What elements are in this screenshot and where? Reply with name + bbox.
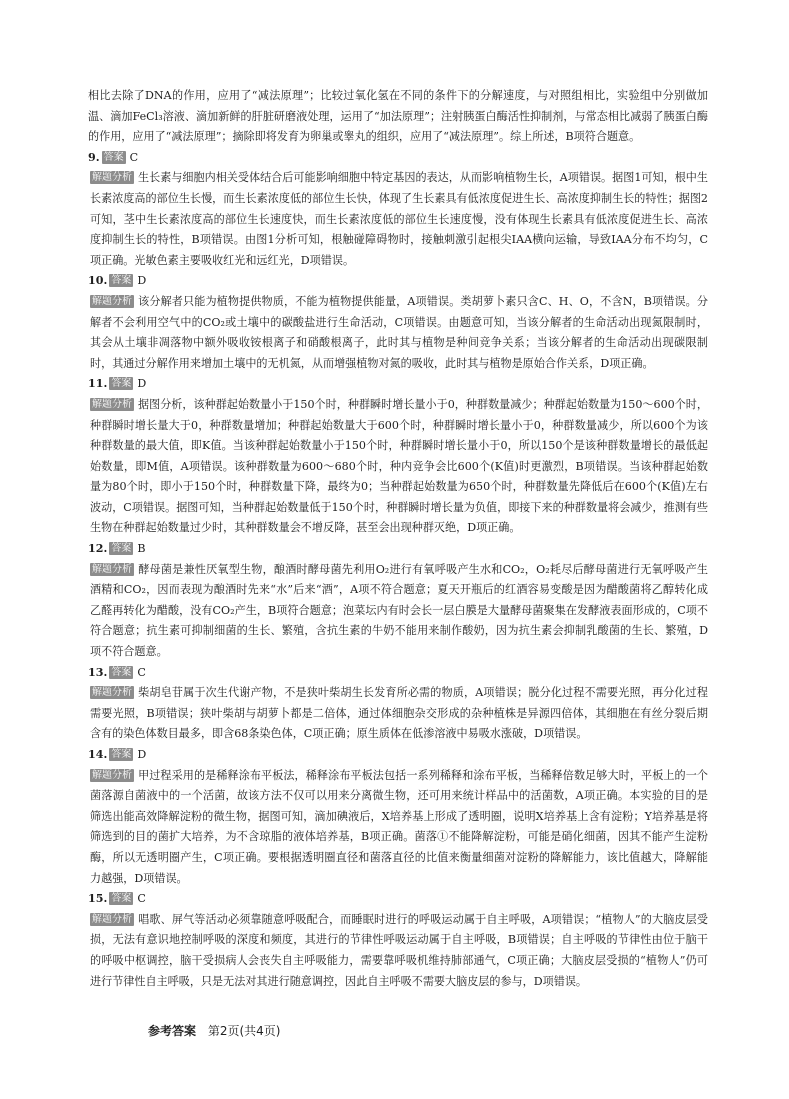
answer-letter: D	[137, 748, 147, 761]
question-number: 15.	[88, 892, 108, 906]
analysis-text: 酵母菌是兼性厌氧型生物，酿酒时酵母菌先利用O₂进行有氧呼吸产生水和CO₂，O₂耗尽后酵母菌进行无氧呼吸产生酒精和CO₂，因而表现为酿酒时先来“水”后来“酒”，A项不符合题意；夏天开瓶后的红酒容易变酸是因为醋酸菌将乙醇转化成乙醛再转化为醋酸，没有CO₂产生，B项符合题意；泡菜坛内有时会长一层白膜是大量酵母菌聚集在发酵液表面形成的，C项不符合题意；抗生素可抑制细菌的生长、繁殖，含抗生素的牛奶不能用来制作酸奶，因为抗生素会抑制乳酸菌的生长、繁殖，D项不符合题意。	[90, 562, 708, 659]
analysis-text: 该分解者只能为植物提供物质，不能为植物提供能量，A项错误。类胡萝卜素只含C、H、O，不含N，B项错误。分解者不会利用空气中的CO₂或土壤中的碳酸盐进行生命活动，C项错误。由题意可知，当该分解者的生命活动出现氮限制时，其会从土壤非凋落物中额外吸收铵根离子和硝酸根离子，此时其与植物是种间竞争关系；当该分解者的生命活动出现碳限制时，其通过分解作用来增加土壤中的无机氮，从而增强植物对氮的吸收，此时其与植物是原始合作关系，D项正确。	[90, 294, 708, 370]
analysis-label: 解题分析	[92, 172, 132, 184]
answer-label: 答案	[111, 543, 132, 555]
answer-label: 答案	[111, 275, 132, 287]
analysis-text: 甲过程采用的是稀释涂布平板法，稀释涂布平板法包括一系列稀释和涂布平板，当稀释倍数足够大时，平板上的一个菌落源自菌液中的一个活菌，故该方法不仅可以用来分离微生物，还可用来统计样品中的活菌数，A项正确。本实验的目的是筛选出能高效降解淀粉的微生物，据图可知，滴加碘液后，X培养基上形成了透明圈，说明X培养基上含有淀粉；Y培养基是将筛选到的目的菌扩大培养，为不含琼脂的液体培养基，B项正确。菌落①不能降解淀粉，可能是硝化细菌，因其不能产生淀粉酶，所以无透明圈产生，C项正确。要根据透明圈直径和菌落直径的比值来衡量细菌对淀粉的降解能力，该比值越大，降解能力越强，D项错误。	[90, 768, 708, 885]
answer-letter: C	[129, 150, 139, 164]
question-number: 13.	[88, 665, 108, 679]
footer-title: 参考答案	[148, 1024, 197, 1038]
analysis-text: 唱歌、屏气等活动必须靠随意呼吸配合，而睡眠时进行的呼吸运动属于自主呼吸，A项错误；“植物人”的大脑皮层受损，无法有意识地控制呼吸的深度和频度，其进行的节律性呼吸运动属于自主呼吸，B项错误；自主呼吸的节律性由位于脑干的呼吸中枢调控，脑干受损病人会丧失自主呼吸能力，需要靠呼吸机维持肺部通气，C项正确；大脑皮层受损的“植物人”仍可进行节律性自主呼吸，只是无法对其进行随意调控，因此自主呼吸不需要大脑皮层的参与，D项错误。	[90, 912, 708, 988]
answer-line	[88, 374, 708, 395]
answer-letter: D	[137, 377, 147, 391]
analysis-label: 解题分析	[92, 687, 132, 699]
analysis-paragraph	[88, 395, 708, 539]
analysis-paragraph	[88, 683, 708, 745]
answer-label: 答案	[111, 893, 132, 905]
page-footer	[148, 1022, 280, 1039]
analysis-label: 解题分析	[92, 295, 132, 307]
answer-letter: D	[137, 274, 147, 288]
analysis-label: 解题分析	[92, 913, 132, 925]
footer-page-number: 第2页(共4页)	[207, 1024, 281, 1038]
continuation-text: 相比去除了DNA的作用，应用了“减法原理”；比较过氧化氢在不同的条件下的分解速度，与对照组相比，实验组中分别做加温、滴加FeCl₃溶液、滴加新鲜的肝脏研磨液处理，运用了“加法原理”；注射胰蛋白酶活性抑制剂，与常态相比减弱了胰蛋白酶的作用，应用了“减法原理”；摘除即将发育为卵巢或睾丸的组织，应用了“减法原理”。综上所述，B项符合题意。	[88, 89, 708, 144]
answer-label: 答案	[111, 666, 132, 678]
analysis-text: 柴胡皂苷属于次生代谢产物，不是狭叶柴胡生长发育所必需的物质，A项错误；脱分化过程不需要光照，再分化过程需要光照，B项错误；狭叶柴胡与胡萝卜都是二倍体，通过体细胞杂交形成的杂种植株是异源四倍体，其细胞在有丝分裂后期含有的染色体数目最多，即含68条染色体，C项正确；原生质体在低渗溶液中易吸水涨破，D项错误。	[90, 686, 708, 741]
analysis-paragraph	[88, 168, 708, 271]
answer-line	[88, 539, 708, 560]
question-number: 14.	[88, 748, 108, 761]
answer-letter: B	[137, 542, 146, 556]
analysis-text: 据图分析，该种群起始数量小于150个时，种群瞬时增长量小于0，种群数量减少；种群起始数量为150～600个时，种群瞬时增长量大于0，种群数量增加；种群起始数量大于600个时，种群瞬时增长量小于0，种群数量减少，所以600个为该种群数量的最大值，即K值。当该种群起始数量小于150个时，种群瞬时增长量小于0，所以150个是该种群数量增长的最低起始数量，即M值，A项错误。该种群数量为600～680个时，种内竞争会比600个(K值)时更激烈，B项错误。当该种群起始数量为80个时，即小于150个时，种群数量下降，最终为0；当种群起始数量为650个时，种群数量先降低后在600个(K值)左右波动，C项错误。据图可知，当种群起始数量低于150个时，种群瞬时增长量为负值，即接下来的种群数量将会减少，推测有些生物在种群起始数量过少时，其种群数量会不增反降，甚至会出现种群灭绝，D项正确。	[90, 397, 708, 535]
answer-line	[88, 271, 708, 292]
question-number: 9.	[88, 150, 100, 164]
analysis-label: 解题分析	[92, 769, 132, 781]
analysis-paragraph	[88, 292, 708, 374]
answer-line	[88, 745, 708, 766]
answer-line	[88, 889, 708, 910]
question-number: 12.	[88, 542, 108, 556]
analysis-paragraph	[88, 910, 708, 992]
question-number: 10.	[88, 274, 108, 288]
question-number: 11.	[88, 377, 108, 391]
answer-label: 答案	[111, 378, 132, 390]
answer-letter: C	[137, 892, 146, 906]
analysis-text: 生长素与细胞内相关受体结合后可能影响细胞中特定基因的表达，从而影响植物生长，A项错误。据图1可知，根中生长素浓度高的部位生长慢，而生长素浓度低的部位生长快，体现了生长素具有低浓度促进生长、高浓度抑制生长的特性；据图2可知，茎中生长素浓度高的部位生长速度快，而生长素浓度低的部位生长速度慢，没有体现生长素具有低浓度促进生长、高浓度抑制生长的特性，B项错误。由图1分析可知，根触碰障碍物时，接触刺激引起根尖IAA横向运输，导致IAA分布不均匀，C项正确。光敏色素主要吸收红光和远红光，D项错误。	[90, 171, 708, 267]
answer-line	[88, 148, 708, 169]
answer-page	[88, 86, 708, 992]
analysis-paragraph	[88, 766, 708, 890]
answer-items	[88, 148, 708, 992]
answer-letter: C	[137, 665, 146, 679]
answer-line	[88, 663, 708, 684]
answer-label: 答案	[111, 749, 132, 760]
answer-label: 答案	[103, 151, 124, 163]
analysis-paragraph	[88, 560, 708, 663]
analysis-label: 解题分析	[92, 398, 132, 410]
analysis-label: 解题分析	[92, 563, 132, 575]
